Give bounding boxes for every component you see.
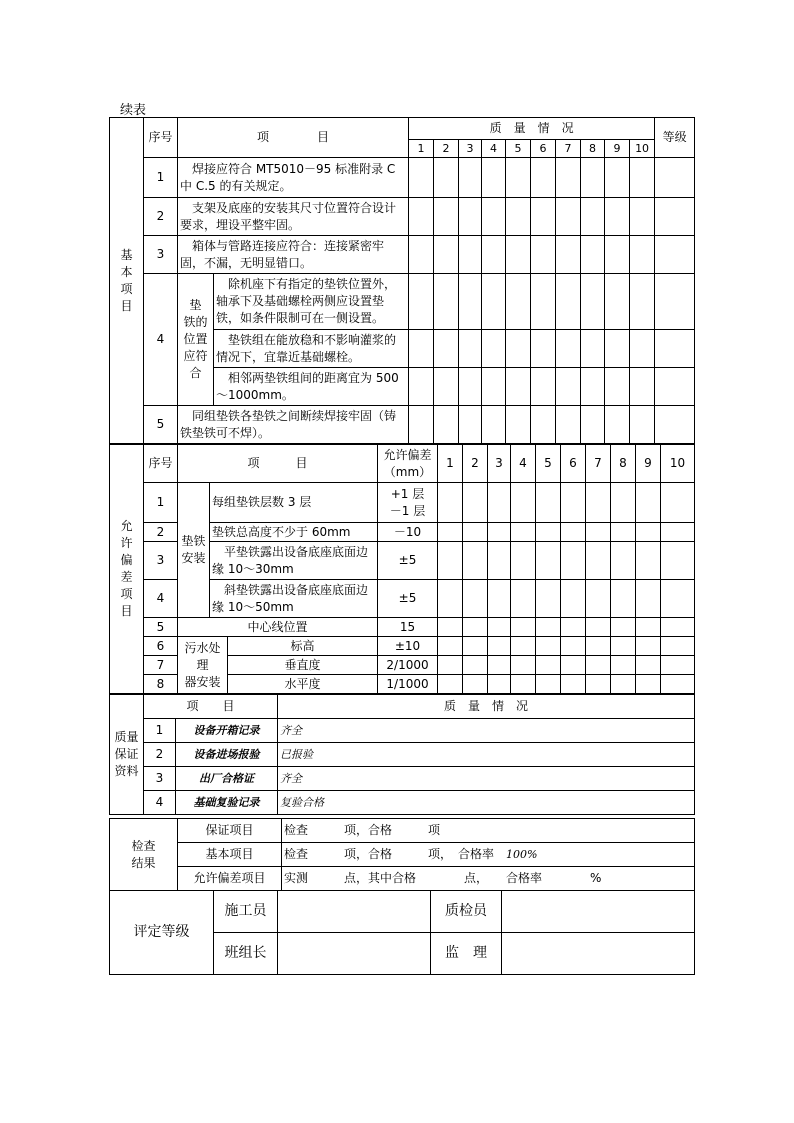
tolerance-header-item: 项 目 (178, 445, 378, 483)
assurance-header-item: 项 目 (144, 695, 278, 719)
tolerance-items-table (109, 444, 695, 694)
basic-items-table (109, 117, 695, 444)
table-row (110, 198, 695, 236)
result-row-text: 检查 项，合格 项 (282, 819, 695, 843)
inspector-signature-field[interactable] (502, 891, 695, 933)
pass-rate-unit: % (527, 848, 538, 861)
tolerance-col-number: 7 (586, 445, 611, 483)
table-row (110, 637, 695, 656)
row-item-text: 设备进场报验 (176, 743, 278, 767)
table-caption: 续表 (120, 103, 147, 118)
quality-col-number: 10 (630, 140, 655, 158)
row-item-text: 标高 (228, 637, 378, 656)
tolerance-header-deviation: 允许偏差（mm） (378, 445, 438, 483)
tolerance-header-seq: 序号 (144, 445, 178, 483)
table-row (110, 791, 695, 815)
result-section-label: 检查 结果 (110, 819, 178, 891)
row-handwritten-value: 齐全 (278, 719, 695, 743)
row-item-text: 相邻两垫铁组间的距离宜为 500～1000mm。 (214, 368, 409, 406)
row-seq: 1 (144, 158, 178, 198)
table-row (110, 483, 695, 523)
row-item-text: 基础复验记录 (176, 791, 278, 815)
inspection-result-table (109, 818, 695, 891)
row-deviation: 1/1000 (378, 675, 438, 694)
assurance-header-quality: 质 量 情 况 (278, 695, 695, 719)
basic-header-seq: 序号 (144, 118, 178, 158)
row-seq: 4 (144, 791, 176, 815)
row-seq: 7 (144, 656, 178, 675)
basic-header-item: 项 目 (178, 118, 409, 158)
row-deviation: +1 层 －1 层 (378, 483, 438, 523)
tolerance-section-label: 允 许 偏 差 项 目 (110, 445, 144, 694)
quality-col-number: 2 (434, 140, 459, 158)
tolerance-col-number: 2 (463, 445, 488, 483)
quality-col-number: 7 (556, 140, 581, 158)
row-seq: 1 (144, 719, 176, 743)
shim-install-group-label: 垫铁 安装 (178, 483, 210, 618)
row-item-text: 支架及底座的安装其尺寸位置符合设计要求，埋设平整牢固。 (178, 198, 409, 236)
sewage-device-group-label: 污水处理 器安装 (178, 637, 228, 694)
quality-col-number: 3 (459, 140, 482, 158)
tolerance-col-number: 1 (438, 445, 463, 483)
pass-rate-label: 合格率 (446, 847, 495, 861)
row-seq: 3 (144, 236, 178, 274)
assurance-table (109, 694, 695, 815)
row-seq: 4 (144, 580, 178, 618)
row-handwritten-value: 复验合格 (278, 791, 695, 815)
tolerance-col-number: 9 (636, 445, 661, 483)
pass-rate-value: 100 (506, 848, 528, 861)
row-item-text: 垫铁总高度不少于 60mm (210, 523, 378, 542)
table-row (110, 719, 695, 743)
tolerance-col-number: 5 (536, 445, 561, 483)
row-seq: 6 (144, 637, 178, 656)
table-row (110, 274, 695, 330)
row-deviation: －10 (378, 523, 438, 542)
row-seq: 5 (144, 618, 178, 637)
row-handwritten-value: 已报验 (278, 743, 695, 767)
row-deviation: ±5 (378, 580, 438, 618)
table-row (110, 767, 695, 791)
tolerance-col-number: 4 (511, 445, 536, 483)
row-seq: 2 (144, 198, 178, 236)
table-row (110, 843, 695, 867)
supervisor-label: 监 理 (431, 933, 502, 975)
row-seq: 1 (144, 483, 178, 523)
team-leader-label: 班组长 (214, 933, 278, 975)
row-item-text: 箱体与管路连接应符合：连接紧密牢固，不漏，无明显错口。 (178, 236, 409, 274)
grading-section-label: 评定等级 (110, 891, 214, 975)
row-item-text: 除机座下有指定的垫铁位置外，轴承下及基础螺栓两侧应设置垫铁，如条件限制可在一侧设置。 (214, 274, 409, 330)
row-item-text: 设备开箱记录 (176, 719, 278, 743)
row-item-text: 垫铁组在能放稳和不影响灌浆的情况下，宜靠近基础螺栓。 (214, 330, 409, 368)
result-row-label: 基本项目 (178, 843, 282, 867)
row-item-text: 垂直度 (228, 656, 378, 675)
row-item-text: 出厂合格证 (176, 767, 278, 791)
table-row (110, 158, 695, 198)
row-item-text: 水平度 (228, 675, 378, 694)
pass-rate-label: 合格率 (482, 871, 543, 885)
tolerance-col-number: 8 (611, 445, 636, 483)
quality-col-number: 4 (482, 140, 506, 158)
table-row (110, 743, 695, 767)
row-item-text: 焊接应符合 MT5010－95 标准附录 C 中 C.5 的有关规定。 (178, 158, 409, 198)
basic-header-grade: 等级 (655, 118, 695, 158)
quality-col-number: 9 (605, 140, 630, 158)
table-row (110, 236, 695, 274)
row-deviation: 2/1000 (378, 656, 438, 675)
quality-col-number: 6 (531, 140, 556, 158)
row-seq: 8 (144, 675, 178, 694)
row-deviation: ±10 (378, 637, 438, 656)
assurance-section-label: 质量 保证 资料 (110, 695, 144, 815)
row-handwritten-value: 齐全 (278, 767, 695, 791)
constructor-label: 施工员 (214, 891, 278, 933)
row-item-text: 中心线位置 (178, 618, 378, 637)
row-seq: 2 (144, 743, 176, 767)
row-deviation: ±5 (378, 542, 438, 580)
row-seq: 2 (144, 523, 178, 542)
tolerance-col-number: 3 (488, 445, 511, 483)
quality-col-number: 8 (581, 140, 605, 158)
row-seq: 3 (144, 542, 178, 580)
grading-table (109, 890, 695, 975)
table-row (110, 867, 695, 891)
table-row (110, 819, 695, 843)
row-item-text: 同组垫铁各垫铁之间断续焊接牢固（铸铁垫铁可不焊）。 (178, 406, 409, 444)
pass-rate-unit: % (542, 871, 602, 885)
quality-col-number: 1 (409, 140, 434, 158)
result-row-label: 保证项目 (178, 819, 282, 843)
constructor-signature-field[interactable] (278, 891, 431, 933)
result-row-text: 实测 点，其中合格 点， 合格率 % (282, 867, 695, 891)
row-item-text: 斜垫铁露出设备底座底面边缘 10～50mm (210, 580, 378, 618)
table-row (110, 618, 695, 637)
table-row (110, 406, 695, 444)
result-row-text: 检查 项，合格 项， 合格率 100% (282, 843, 695, 867)
result-row-label: 允许偏差项目 (178, 867, 282, 891)
basic-section-label: 基 本 项 目 (110, 118, 144, 444)
row-seq: 5 (144, 406, 178, 444)
tolerance-col-number: 6 (561, 445, 586, 483)
row-item-text: 每组垫铁层数 3 层 (210, 483, 378, 523)
inspector-label: 质检员 (431, 891, 502, 933)
row-deviation: 15 (378, 618, 438, 637)
basic-header-quality: 质 量 情 况 (409, 118, 655, 140)
quality-col-number: 5 (506, 140, 531, 158)
row-seq: 4 (144, 274, 178, 406)
tolerance-col-number: 10 (661, 445, 695, 483)
row-item-text: 平垫铁露出设备底座底面边缘 10～30mm (210, 542, 378, 580)
team-leader-signature-field[interactable] (278, 933, 431, 975)
supervisor-signature-field[interactable] (502, 933, 695, 975)
shim-position-group-label: 垫 铁的 位置 应符 合 (178, 274, 214, 406)
row-seq: 3 (144, 767, 176, 791)
